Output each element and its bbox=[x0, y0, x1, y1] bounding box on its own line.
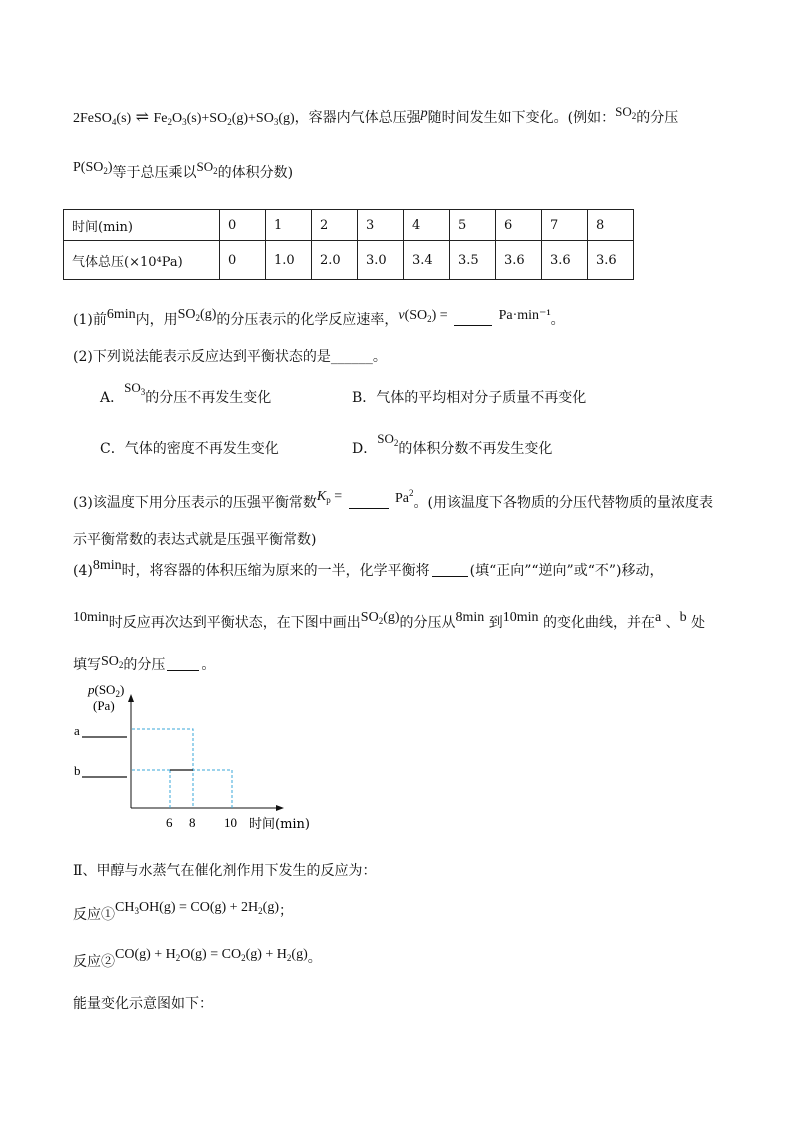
option-d-label: D． bbox=[352, 441, 378, 457]
q4-sep: 、 bbox=[665, 615, 680, 631]
x-tick-label: 10 bbox=[224, 815, 237, 830]
option-a-label: A． bbox=[100, 390, 125, 406]
so2-formula-d: $SO_2$ bbox=[377, 431, 399, 448]
table-cell: 1.0 bbox=[266, 241, 312, 280]
q1-text-3: 的分压表示的化学反应速率， bbox=[216, 312, 399, 328]
q4-time-10b: 10min bbox=[502, 610, 539, 625]
so2-formula-2: $SO_2$ bbox=[196, 159, 218, 176]
q3-text: (3)该温度下用分压表示的压强平衡常数 bbox=[73, 495, 317, 511]
reaction-1-end: ； bbox=[279, 903, 293, 919]
q4-text-7: 的变化曲线，并在 bbox=[542, 615, 655, 631]
table-cell: 3.6 bbox=[496, 241, 542, 280]
q4-text-9: 填写 bbox=[73, 657, 101, 673]
reaction-1 bbox=[73, 897, 293, 921]
b-label: b bbox=[74, 763, 81, 778]
question-4-line-3 bbox=[73, 655, 215, 679]
table-cell: 3.6 bbox=[588, 241, 634, 280]
y-axis-arrow-icon bbox=[128, 694, 134, 702]
q4-text-4: 时反应再次达到平衡状态，在下图中画出 bbox=[108, 615, 361, 631]
x-tick-label: 6 bbox=[166, 815, 173, 830]
q4-answer-blank-2[interactable] bbox=[167, 656, 199, 671]
question-4-line-1 bbox=[73, 558, 664, 582]
pressure-symbol: p bbox=[420, 106, 428, 121]
reaction-2 bbox=[73, 944, 322, 968]
intro-line-1 bbox=[73, 104, 679, 132]
table-header-cell: 时间(min) bbox=[64, 210, 220, 241]
q4-time-8: 8min bbox=[92, 558, 122, 573]
q4-b-mark: b bbox=[679, 610, 687, 625]
question-4-line-2 bbox=[73, 610, 706, 637]
table-row bbox=[64, 241, 634, 280]
table-row bbox=[64, 210, 634, 241]
reaction-2-end: 。 bbox=[307, 950, 322, 966]
option-a[interactable] bbox=[100, 380, 272, 407]
q1-time: 6min bbox=[106, 307, 136, 322]
table-cell: 3.4 bbox=[404, 241, 450, 280]
q4-so2: $SO_2$ bbox=[101, 654, 124, 670]
table-cell: 3.0 bbox=[358, 241, 404, 280]
part-2-heading: Ⅱ、甲醇与水蒸气在催化剂作用下发生的反应为： bbox=[73, 863, 377, 879]
q4-text-2: 时，将容器的体积压缩为原来的一半，化学平衡将 bbox=[121, 563, 430, 579]
q1-end: 。 bbox=[550, 312, 565, 328]
table-cell: 0 bbox=[220, 210, 266, 241]
q4-text-6: 到 bbox=[488, 615, 503, 631]
q4-answer-blank[interactable] bbox=[432, 562, 468, 577]
reaction-1-equation: $CH_3OH(g) = CO(g) + 2H_2(g)$ bbox=[115, 900, 279, 916]
q4-text-8: 处 bbox=[691, 615, 706, 631]
kp-symbol: $K_p$ = bbox=[316, 489, 343, 505]
energy-diagram-intro: 能量变化示意图如下： bbox=[73, 996, 213, 1012]
question-2-stem: (2)下列说法能表示反应达到平衡状态的是______。 bbox=[73, 349, 387, 365]
table-cell: 3 bbox=[358, 210, 404, 241]
q3-text-2: 。(用该温度下各物质的分压代替物质的量浓度表 bbox=[413, 495, 713, 511]
q4-a-mark: a bbox=[654, 610, 662, 625]
q4-time-10: 10min bbox=[73, 610, 109, 625]
x-tick-label: 8 bbox=[189, 815, 196, 830]
table-header-cell: 气体总压(×10⁴Pa) bbox=[64, 241, 220, 280]
so2-formula: $SO_2$ bbox=[615, 104, 637, 121]
y-axis-unit: (Pa) bbox=[93, 698, 115, 713]
table-cell: 1 bbox=[266, 210, 312, 241]
question-3-line-2: 示平衡常数的表达式就是压强平衡常数) bbox=[73, 532, 317, 548]
q4-text: (4) bbox=[73, 563, 93, 579]
intro-text: ，容器内气体总压强 bbox=[294, 110, 421, 126]
option-d-text: 的体积分数不再发生变化 bbox=[398, 441, 553, 457]
pressure-time-table bbox=[63, 209, 634, 280]
reaction-2-label: 反应② bbox=[73, 954, 115, 970]
option-b[interactable]: B．气体的平均相对分子质量不再变化 bbox=[352, 390, 587, 406]
x-axis-arrow-icon bbox=[276, 805, 284, 811]
reversible-arrow-icon: ⇌ bbox=[135, 107, 150, 126]
table-cell: 0 bbox=[220, 241, 266, 280]
equation-reactant: 2FeSO$_4$(s) bbox=[73, 111, 132, 127]
q1-answer-blank[interactable] bbox=[454, 311, 492, 326]
partial-pressure-formula: $P(SO_2)$ bbox=[73, 160, 113, 176]
q4-text-3: (填“正向”“逆向”或“不”)移动， bbox=[469, 563, 664, 579]
table-cell: 4 bbox=[404, 210, 450, 241]
q4-so2g: $SO_2(g)$ bbox=[360, 610, 400, 626]
q4-text-5: 的分压从 bbox=[399, 615, 456, 631]
x-axis-label: 时间(min) bbox=[249, 817, 311, 832]
so2-pressure-graph bbox=[60, 680, 330, 840]
equation-products: $Fe_2O_3(s)+SO_2(g)+SO_3(g)$ bbox=[153, 111, 295, 127]
table-cell: 8 bbox=[588, 210, 634, 241]
table-cell: 2.0 bbox=[312, 241, 358, 280]
question-3 bbox=[73, 488, 713, 517]
option-c[interactable]: C．气体的密度不再发生变化 bbox=[100, 441, 279, 457]
rate-formula: $v(SO_2)$ = bbox=[398, 308, 448, 324]
reaction-2-equation: $CO(g) + H_2O(g) = CO_2(g) + H_2(g)$ bbox=[115, 947, 308, 963]
q3-unit: Pa$^2$ bbox=[395, 488, 414, 506]
q1-text-2: 内，用 bbox=[135, 312, 178, 328]
level-b-guide bbox=[132, 770, 232, 808]
intro-text-3: 的分压 bbox=[636, 110, 679, 126]
intro-line-2 bbox=[73, 159, 294, 187]
table-cell: 5 bbox=[450, 210, 496, 241]
q4-text-10: 的分压 bbox=[123, 657, 166, 673]
a-label: a bbox=[74, 723, 80, 738]
option-a-text: 的分压不再发生变化 bbox=[145, 390, 272, 406]
level-a-guide bbox=[132, 729, 193, 808]
y-axis-label: $p(SO_2)$ bbox=[88, 682, 125, 699]
q4-end: 。 bbox=[201, 657, 216, 673]
table-cell: 2 bbox=[312, 210, 358, 241]
intro-line2-text-2: 的体积分数) bbox=[217, 165, 294, 181]
q1-unit: Pa·min⁻¹ bbox=[498, 308, 551, 323]
q1-text: (1)前 bbox=[73, 312, 107, 328]
intro-line2-text: 等于总压乘以 bbox=[112, 165, 197, 181]
q4-time-8b: 8min bbox=[455, 610, 485, 625]
table-cell: 6 bbox=[496, 210, 542, 241]
option-d[interactable] bbox=[352, 431, 553, 458]
table-cell: 7 bbox=[542, 210, 588, 241]
intro-text-2: 随时间发生如下变化。(例如： bbox=[427, 110, 616, 126]
q1-so2g: $SO_2(g)$ bbox=[177, 307, 217, 323]
question-1 bbox=[73, 307, 565, 334]
reaction-1-label: 反应① bbox=[73, 907, 115, 923]
q3-answer-blank[interactable] bbox=[349, 494, 389, 509]
so3-formula: $SO_3$ bbox=[124, 380, 146, 397]
table-cell: 3.6 bbox=[542, 241, 588, 280]
table-cell: 3.5 bbox=[450, 241, 496, 280]
